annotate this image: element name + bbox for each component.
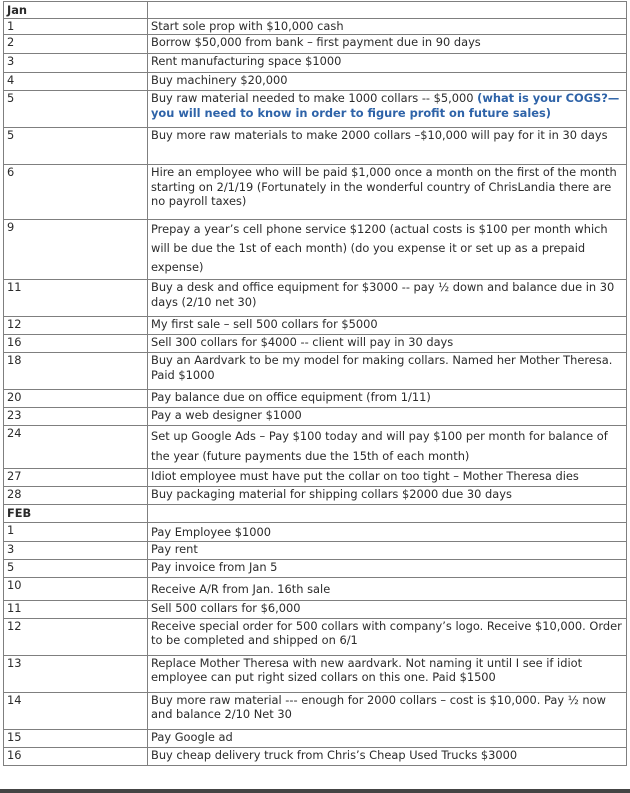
day-cell: 11	[4, 600, 148, 618]
table-row	[4, 522, 627, 541]
transaction-cell: Sell 500 collars for $6,000	[148, 600, 627, 618]
table-row	[4, 353, 627, 390]
transaction-cell: Buy more raw material --- enough for 2000 collars – cost is $10,000. Pay ½ now and balance 2/10 Net 30	[148, 692, 627, 729]
table-row	[4, 35, 627, 54]
transaction-cell: Receive special order for 500 collars with company’s logo. Receive $10,000. Order to be completed and shipped on 6/1	[148, 618, 627, 655]
table-row	[4, 541, 627, 559]
day-cell: 16	[4, 335, 148, 353]
transaction-cell: Idiot employee must have put the collar on too tight – Mother Theresa dies	[148, 469, 627, 487]
table-row	[4, 335, 627, 353]
day-cell: 20	[4, 390, 148, 408]
transaction-cell: Sell 300 collars for $4000 -- client will pay in 30 days	[148, 335, 627, 353]
transaction-cell: Pay Google ad	[148, 729, 627, 747]
table-row	[4, 280, 627, 317]
day-cell: 12	[4, 618, 148, 655]
day-cell: 2	[4, 35, 148, 54]
transaction-cell: Receive A/R from Jan. 16th sale	[148, 577, 627, 600]
month-spacer	[148, 2, 627, 19]
transaction-cell: Buy a desk and office equipment for $3000 -- pay ½ down and balance due in 30 days (2/10 net 30)	[148, 280, 627, 317]
transactions-table	[3, 1, 627, 766]
transaction-cell: Pay rent	[148, 541, 627, 559]
transaction-cell: Prepay a year’s cell phone service $1200 (actual costs is $100 per month which will be due the 1st of each month) (do you expense it or set up as a prepaid expense)	[148, 220, 627, 280]
table-row	[4, 487, 627, 505]
table-row	[4, 577, 627, 600]
transaction-cell: Hire an employee who will be paid $1,000 once a month on the first of the month starting on 2/1/19 (Fortunately in the wonderful country of ChrisLandia there are no payroll taxes)	[148, 165, 627, 220]
table-row	[4, 390, 627, 408]
day-cell: 1	[4, 19, 148, 35]
transaction-cell: Borrow $50,000 from bank – first payment due in 90 days	[148, 35, 627, 54]
day-cell: 12	[4, 317, 148, 335]
day-cell: 23	[4, 408, 148, 426]
day-cell: 24	[4, 426, 148, 469]
table-row	[4, 747, 627, 765]
table-row	[4, 54, 627, 73]
table-row	[4, 19, 627, 35]
day-cell: 13	[4, 655, 148, 692]
table-row	[4, 91, 627, 128]
month-header-feb	[4, 505, 627, 522]
day-cell: 27	[4, 469, 148, 487]
transaction-text: Buy raw material needed to make 1000 collars -- $5,000	[151, 91, 478, 106]
table-row	[4, 692, 627, 729]
month-header-jan	[4, 2, 627, 19]
day-cell: 1	[4, 522, 148, 541]
day-cell: 4	[4, 73, 148, 91]
day-cell: 5	[4, 91, 148, 128]
transaction-cell: Buy more raw materials to make 2000 collars –$10,000 will pay for it in 30 days	[148, 128, 627, 165]
day-cell: 15	[4, 729, 148, 747]
table-row	[4, 600, 627, 618]
transaction-cell: Buy an Aardvark to be my model for making collars. Named her Mother Theresa. Paid $1000	[148, 353, 627, 390]
month-label: Jan	[4, 2, 148, 19]
day-cell: 16	[4, 747, 148, 765]
transaction-cell: Pay invoice from Jan 5	[148, 559, 627, 577]
bottom-edge-bar	[0, 789, 630, 793]
table-row	[4, 729, 627, 747]
table-row	[4, 618, 627, 655]
day-cell: 5	[4, 128, 148, 165]
day-cell: 9	[4, 220, 148, 280]
day-cell: 3	[4, 541, 148, 559]
table-row	[4, 408, 627, 426]
cogs-note: (what is your COGS?—you will need to know in order to figure profit on future sales)	[151, 91, 620, 120]
day-cell: 3	[4, 54, 148, 73]
transaction-cell: My first sale – sell 500 collars for $5000	[148, 317, 627, 335]
transaction-cell: Replace Mother Theresa with new aardvark. Not naming it until I see if idiot employee can put right sized collars on this one. Paid $1500	[148, 655, 627, 692]
table-row	[4, 128, 627, 165]
day-cell: 11	[4, 280, 148, 317]
transaction-cell: Pay Employee $1000	[148, 522, 627, 541]
month-spacer	[148, 505, 627, 522]
table-row	[4, 317, 627, 335]
transaction-cell: Pay a web designer $1000	[148, 408, 627, 426]
transaction-cell: Rent manufacturing space $1000	[148, 54, 627, 73]
table-row	[4, 165, 627, 220]
table-row	[4, 220, 627, 280]
table-row	[4, 426, 627, 469]
table-row	[4, 655, 627, 692]
day-cell: 28	[4, 487, 148, 505]
table-row	[4, 469, 627, 487]
table-row	[4, 73, 627, 91]
day-cell: 14	[4, 692, 148, 729]
day-cell: 5	[4, 559, 148, 577]
table-row	[4, 559, 627, 577]
month-label: FEB	[4, 505, 148, 522]
transaction-cell: Start sole prop with $10,000 cash	[148, 19, 627, 35]
transaction-cell: Buy machinery $20,000	[148, 73, 627, 91]
day-cell: 6	[4, 165, 148, 220]
transaction-cell	[148, 91, 627, 128]
transaction-cell: Buy packaging material for shipping collars $2000 due 30 days	[148, 487, 627, 505]
transaction-cell: Buy cheap delivery truck from Chris’s Cheap Used Trucks $3000	[148, 747, 627, 765]
transaction-cell: Pay balance due on office equipment (from 1/11)	[148, 390, 627, 408]
transaction-cell: Set up Google Ads – Pay $100 today and will pay $100 per month for balance of the year (future payments due the 15th of each month)	[148, 426, 627, 469]
day-cell: 10	[4, 577, 148, 600]
day-cell: 18	[4, 353, 148, 390]
